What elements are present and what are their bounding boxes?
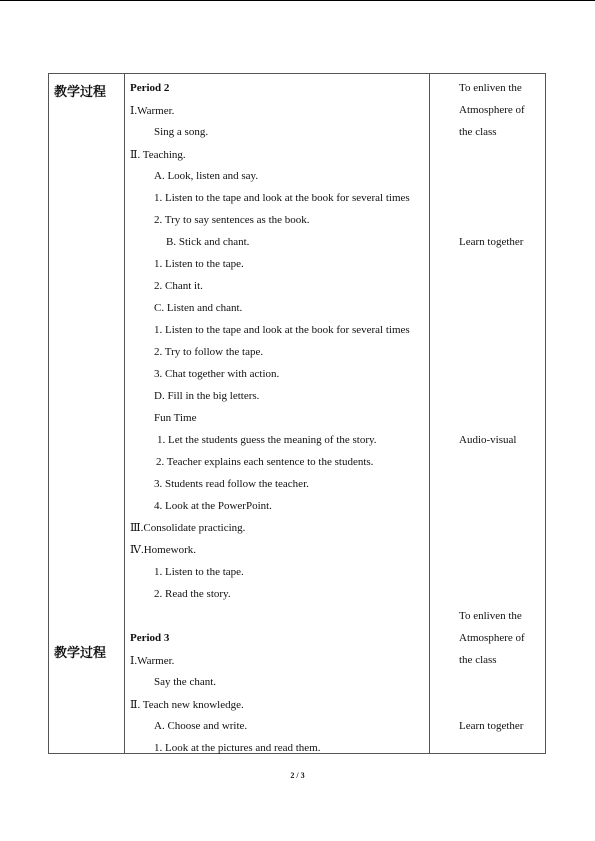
lesson-line: Ⅱ. Teach new knowledge.	[130, 699, 244, 711]
note-learn-together: Learn together	[459, 720, 524, 732]
note-enliven-line: To enliven the	[459, 610, 522, 622]
lesson-line: 1. Listen to the tape and look at the book for several times	[154, 324, 410, 336]
lesson-line: 1. Listen to the tape and look at the book for several times	[154, 192, 410, 204]
period-3-title: Period 3	[130, 632, 170, 644]
lesson-line: A. Choose and write.	[154, 720, 248, 732]
lesson-line: Sing a song.	[154, 126, 209, 138]
lesson-line: Ⅱ. Teaching.	[130, 149, 186, 161]
lesson-line: 3. Chat together with action.	[154, 368, 280, 380]
lesson-line: 1. Let the students guess the meaning of the story.	[157, 434, 377, 446]
lesson-line: D. Fill in the big letters.	[154, 390, 260, 402]
lesson-line: 2. Teacher explains each sentence to the students.	[156, 456, 374, 468]
page-number: 2 / 3	[290, 771, 305, 780]
lesson-line: 1. Listen to the tape.	[154, 258, 244, 270]
lesson-line: Fun Time	[154, 412, 197, 424]
column-divider-left	[124, 73, 125, 754]
section-label-process-2: 教学过程	[54, 646, 107, 661]
lesson-content	[130, 0, 429, 841]
lesson-line: A. Look, listen and say.	[154, 170, 259, 182]
lesson-line: C. Listen and chant.	[154, 302, 243, 314]
note-learn-together: Learn together	[459, 236, 524, 248]
lesson-line: 3. Students read follow the teacher.	[154, 478, 309, 490]
lesson-line: 2. Try to follow the tape.	[154, 346, 264, 358]
lesson-line: Ⅰ.Warmer.	[130, 655, 175, 667]
lesson-line: Ⅰ.Warmer.	[130, 105, 175, 117]
note-enliven-line: To enliven the	[459, 82, 522, 94]
lesson-line: 2. Read the story.	[154, 588, 231, 600]
lesson-line: 2. Try to say sentences as the book.	[154, 214, 310, 226]
note-audio-visual: Audio-visual	[459, 434, 517, 446]
note-enliven-line: Atmosphere of	[459, 632, 525, 644]
period-2-title: Period 2	[130, 82, 170, 94]
lesson-line: Ⅳ.Homework.	[130, 544, 196, 556]
note-enliven-line: the class	[459, 654, 497, 666]
lesson-line: B. Stick and chant.	[166, 236, 250, 248]
lesson-line: 4. Look at the PowerPoint.	[154, 500, 272, 512]
note-enliven-line: the class	[459, 126, 497, 138]
lesson-line: 1. Look at the pictures and read them.	[154, 742, 321, 754]
note-enliven-line: Atmosphere of	[459, 104, 525, 116]
section-label-process-1: 教学过程	[54, 85, 107, 100]
column-divider-right	[429, 73, 430, 754]
lesson-line: Say the chant.	[154, 676, 217, 688]
lesson-line: 1. Listen to the tape.	[154, 566, 244, 578]
lesson-line: 2. Chant it.	[154, 280, 203, 292]
lesson-line: Ⅲ.Consolidate practicing.	[130, 522, 246, 534]
